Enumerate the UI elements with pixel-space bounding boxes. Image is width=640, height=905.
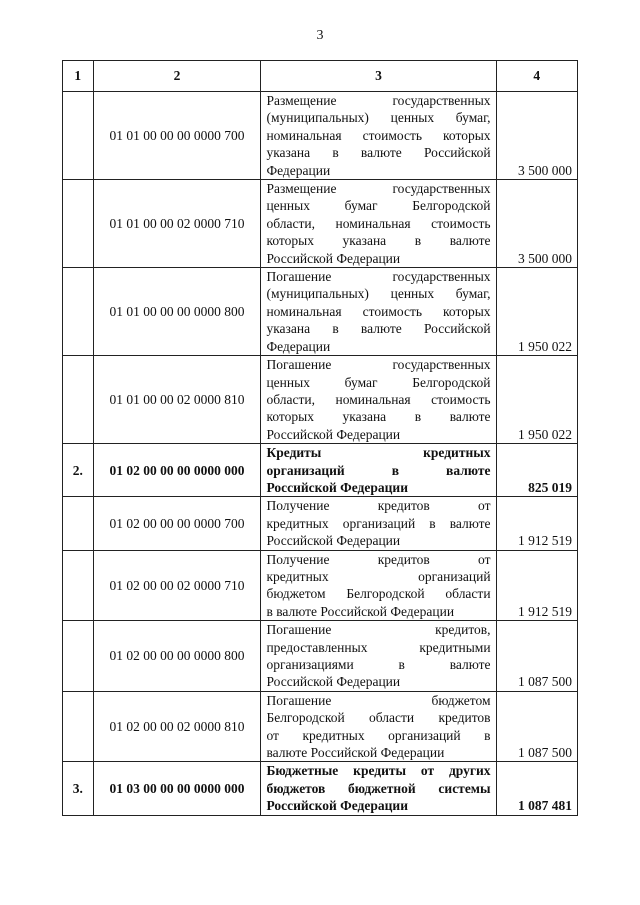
description-line: предоставленных кредитными bbox=[266, 639, 491, 655]
description-line: (муниципальных) ценных бумаг, bbox=[266, 110, 491, 126]
description-line: бюджетом Белгородской области bbox=[266, 586, 491, 602]
amount: 1 087 500 bbox=[496, 691, 577, 762]
description-line: номинальная стоимость которых bbox=[266, 303, 491, 319]
row-description bbox=[261, 691, 496, 762]
row-description bbox=[261, 762, 496, 815]
row-number bbox=[63, 92, 94, 180]
description-line: Российской Федерации bbox=[266, 250, 401, 266]
description-line: Российской Федерации bbox=[266, 798, 408, 814]
budget-code: 01 01 00 00 00 0000 800 bbox=[93, 268, 261, 356]
description-line: области, номинальная стоимость bbox=[266, 391, 491, 407]
description-line: организаций в валюте bbox=[266, 462, 491, 478]
row-description bbox=[261, 497, 496, 550]
row-description bbox=[261, 356, 496, 444]
description-line: указана в валюте Российской bbox=[266, 145, 491, 161]
budget-code: 01 01 00 00 02 0000 810 bbox=[93, 356, 261, 444]
row-number: 3. bbox=[63, 762, 94, 815]
description-line: Получение кредитов от bbox=[266, 498, 491, 514]
description-line: номинальная стоимость которых bbox=[266, 127, 491, 143]
description-line: бюджетов бюджетной системы bbox=[266, 780, 491, 796]
description-line: Бюджетные кредиты от других bbox=[266, 763, 491, 779]
row-number bbox=[63, 621, 94, 692]
row-number bbox=[63, 268, 94, 356]
description-line: от кредитных организаций в bbox=[266, 727, 491, 743]
row-description bbox=[261, 180, 496, 268]
description-line: организациями в валюте bbox=[266, 657, 491, 672]
amount: 3 500 000 bbox=[496, 92, 577, 180]
table-row bbox=[63, 180, 578, 268]
description-line: Получение кредитов от bbox=[266, 551, 491, 567]
column-header: 1 bbox=[63, 61, 94, 92]
column-header: 2 bbox=[93, 61, 261, 92]
description-line: кредитных организаций в валюте bbox=[266, 515, 491, 531]
amount: 3 500 000 bbox=[496, 180, 577, 268]
description-line: Федерации bbox=[266, 162, 331, 178]
description-line: ценных бумаг Белгородской bbox=[266, 198, 491, 214]
amount: 1 912 519 bbox=[496, 550, 577, 621]
description-line: Белгородской области кредитов bbox=[266, 710, 491, 726]
amount: 1 087 500 bbox=[496, 621, 577, 692]
row-description bbox=[261, 444, 496, 497]
amount: 1 087 481 bbox=[496, 762, 577, 815]
description-line: ценных бумаг Белгородской bbox=[266, 374, 491, 390]
budget-sources-table bbox=[62, 60, 578, 816]
table-row bbox=[63, 762, 578, 815]
description-line: кредитных организаций bbox=[266, 568, 491, 584]
table-row bbox=[63, 691, 578, 762]
budget-code: 01 03 00 00 00 0000 000 bbox=[93, 762, 261, 815]
budget-code: 01 02 00 00 00 0000 700 bbox=[93, 497, 261, 550]
budget-code: 01 02 00 00 02 0000 710 bbox=[93, 550, 261, 621]
row-number bbox=[63, 550, 94, 621]
budget-code: 01 02 00 00 00 0000 800 bbox=[93, 621, 261, 692]
table-row bbox=[63, 444, 578, 497]
description-line: Погашение государственных bbox=[266, 269, 491, 285]
description-line: области, номинальная стоимость bbox=[266, 215, 491, 231]
row-description bbox=[261, 621, 496, 692]
budget-code: 01 01 00 00 02 0000 710 bbox=[93, 180, 261, 268]
description-line: Федерации bbox=[266, 338, 331, 354]
table-header-row bbox=[63, 61, 578, 92]
description-line: которых указана в валюте bbox=[266, 409, 491, 425]
description-line: (муниципальных) ценных бумаг, bbox=[266, 286, 491, 302]
column-header: 4 bbox=[496, 61, 577, 92]
description-line: указана в валюте Российской bbox=[266, 321, 491, 337]
row-number bbox=[63, 180, 94, 268]
column-header: 3 bbox=[261, 61, 496, 92]
description-line: Погашение бюджетом bbox=[266, 692, 491, 708]
description-line: Российской Федерации bbox=[266, 479, 408, 495]
description-line: Российской Федерации bbox=[266, 533, 401, 549]
description-line: Размещение государственных bbox=[266, 181, 491, 197]
row-number bbox=[63, 691, 94, 762]
description-line: которых указана в валюте bbox=[266, 233, 491, 249]
description-line: валюте Российской Федерации bbox=[266, 745, 445, 761]
table-row bbox=[63, 92, 578, 180]
description-line: Погашение государственных bbox=[266, 357, 491, 373]
amount: 1 950 022 bbox=[496, 268, 577, 356]
description-line: Кредиты кредитных bbox=[266, 445, 491, 461]
description-line: в валюте Российской Федерации bbox=[266, 603, 455, 619]
description-line: Погашение кредитов, bbox=[266, 622, 491, 638]
description-line: Размещение государственных bbox=[266, 93, 491, 108]
amount: 1 912 519 bbox=[496, 497, 577, 550]
row-number bbox=[63, 356, 94, 444]
amount: 825 019 bbox=[496, 444, 577, 497]
row-description bbox=[261, 92, 496, 180]
amount: 1 950 022 bbox=[496, 356, 577, 444]
table-row bbox=[63, 497, 578, 550]
page-number: 3 bbox=[316, 28, 324, 43]
budget-code: 01 02 00 00 00 0000 000 bbox=[93, 444, 261, 497]
row-number: 2. bbox=[63, 444, 94, 497]
row-number bbox=[63, 497, 94, 550]
table-row bbox=[63, 356, 578, 444]
budget-code: 01 01 00 00 00 0000 700 bbox=[93, 92, 261, 180]
table-row bbox=[63, 268, 578, 356]
table-row bbox=[63, 550, 578, 621]
description-line: Российской Федерации bbox=[266, 674, 401, 690]
budget-code: 01 02 00 00 02 0000 810 bbox=[93, 691, 261, 762]
description-line: Российской Федерации bbox=[266, 426, 401, 442]
row-description bbox=[261, 268, 496, 356]
table-row bbox=[63, 621, 578, 692]
row-description bbox=[261, 550, 496, 621]
